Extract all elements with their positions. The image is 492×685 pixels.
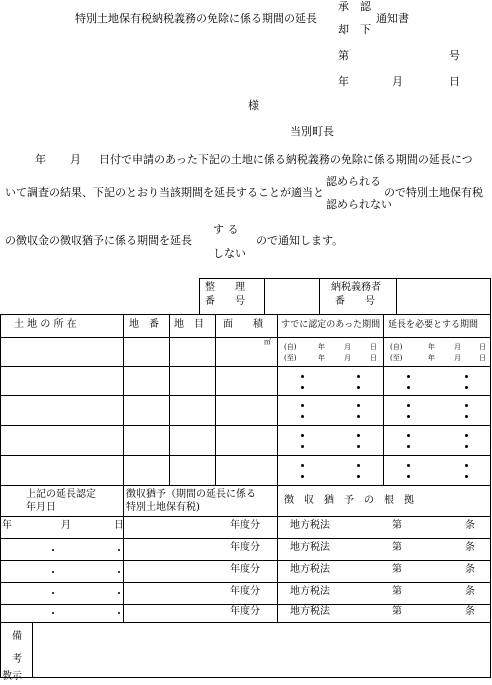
- body-line3-tail: ので通知します。: [256, 234, 344, 247]
- seiri-label-top: 整 理: [205, 282, 245, 293]
- document-title: 特別土地保有税納税義務の免除に係る期間の延長: [75, 12, 317, 25]
- sender-name: 当別町長: [290, 125, 334, 138]
- option-mitomerareru: 認められる: [326, 175, 381, 188]
- date-year: 年: [338, 75, 349, 88]
- col-area: 面 積: [223, 319, 263, 330]
- gimusha-label-bottom: 番 号: [335, 296, 375, 307]
- col-date-top: 上記の延長認定: [26, 489, 96, 500]
- seiri-label-bottom: 番 号: [205, 296, 245, 307]
- body-month: 月: [70, 153, 81, 166]
- option-mitomerarenai: 認められない: [326, 198, 392, 211]
- reject-option: 却 下: [338, 23, 371, 36]
- date-month: 月: [392, 75, 403, 88]
- body-year: 年: [35, 153, 46, 166]
- biko-label-bottom: 考: [12, 654, 22, 665]
- body-line2: いて調査の結果、下記のとおり当該期間を延長することが適当と: [5, 186, 324, 199]
- body-line2-tail: ので特別土地保有税: [384, 186, 483, 199]
- col-extension: 延長を必要とする期間: [388, 320, 479, 330]
- col-chosyu-bottom: 特別土地保有税): [126, 502, 200, 513]
- kyoji-label: 教示: [2, 671, 22, 682]
- date-day: 日: [449, 75, 460, 88]
- col-location: 土 地 の 所 在: [14, 319, 77, 330]
- option-shinai: しない: [213, 247, 246, 260]
- approve-option: 承 認: [338, 0, 371, 13]
- biko-label-top: 備: [12, 631, 22, 642]
- body-line3: の徴収金の徴収猶予に係る期間を延長: [5, 234, 192, 247]
- col-chosyu-top: 徴収猶予（期間の延長に係る: [126, 489, 256, 500]
- notice-label: 通知書: [376, 12, 409, 25]
- number-suffix: 号: [449, 49, 460, 62]
- gimusha-label-top: 納税義務者: [331, 282, 381, 293]
- col-chiban: 地 番: [129, 319, 159, 330]
- body-line1: 日付で申請のあった下記の土地に係る納税義務の免除に係る期間の延長につ: [99, 153, 473, 166]
- col-date-bottom: 年月日: [26, 502, 56, 513]
- number-prefix: 第: [338, 49, 349, 62]
- col-chimoku: 地 目: [174, 319, 204, 330]
- col-basis: 徴 収 猶 予 の 根 拠: [284, 495, 414, 506]
- addressee-sama: 様: [248, 99, 259, 112]
- col-recognized: すでに認定のあった期間: [281, 320, 381, 330]
- option-suru: す る: [213, 223, 239, 236]
- unit-m2: ㎡: [264, 338, 271, 346]
